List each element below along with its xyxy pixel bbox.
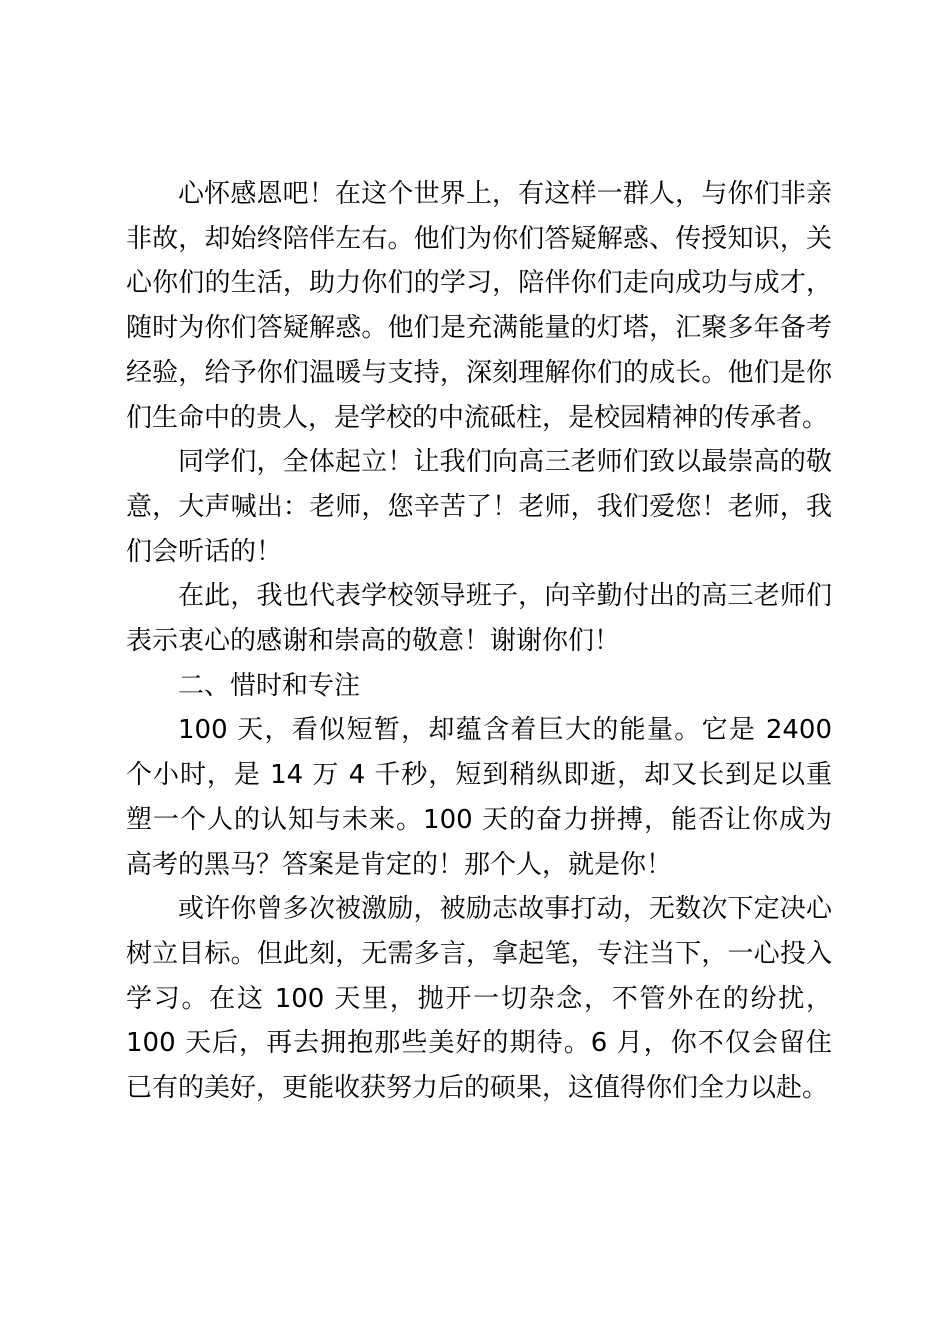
paragraph-100-days: 100 天，看似短暂，却蕴含着巨大的能量。它是 2400 个小时，是 14 万 4 千秒，短到稍纵即逝，却又长到足以重塑一个人的认知与未来。100 天的奋力拼搏，能否让你成为高考的黑马？答案是肯定的！那个人，就是你！	[126, 715, 832, 880]
document-page	[126, 172, 832, 1111]
paragraph-focus: 或许你曾多次被激励，被励志故事打动，无数次下定决心树立目标。但此刻，无需多言，拿起笔，专注当下，一心投入学习。在这 100 天里，抛开一切杂念，不管外在的纷扰，100 天后，再去拥抱那些美好的期待。6 月，你不仅会留住已有的美好，更能收获努力后的硕果，这值得你们全力以赴。	[126, 894, 832, 1104]
paragraph-gratitude: 心怀感恩吧！在这个世界上，有这样一群人，与你们非亲非故，却始终陪伴左右。他们为你们答疑解惑、传授知识，关心你们的生活，助力你们的学习，陪伴你们走向成功与成才，随时为你们答疑解惑。他们是充满能量的灯塔，汇聚多年备考经验，给予你们温暖与支持，深刻理解你们的成长。他们是你们生命中的贵人，是学校的中流砥柱，是校园精神的传承者。	[126, 179, 832, 433]
section-heading: 二、惜时和专注	[178, 670, 361, 701]
paragraph-stand-up: 同学们，全体起立！让我们向高三老师们致以最崇高的敬意，大声喊出：老师，您辛苦了！老师，我们爱您！老师，我们会听话的！	[126, 447, 832, 567]
paragraph-thanks: 在此，我也代表学校领导班子，向辛勤付出的高三老师们表示衷心的感谢和崇高的敬意！谢谢你们！	[126, 581, 832, 657]
